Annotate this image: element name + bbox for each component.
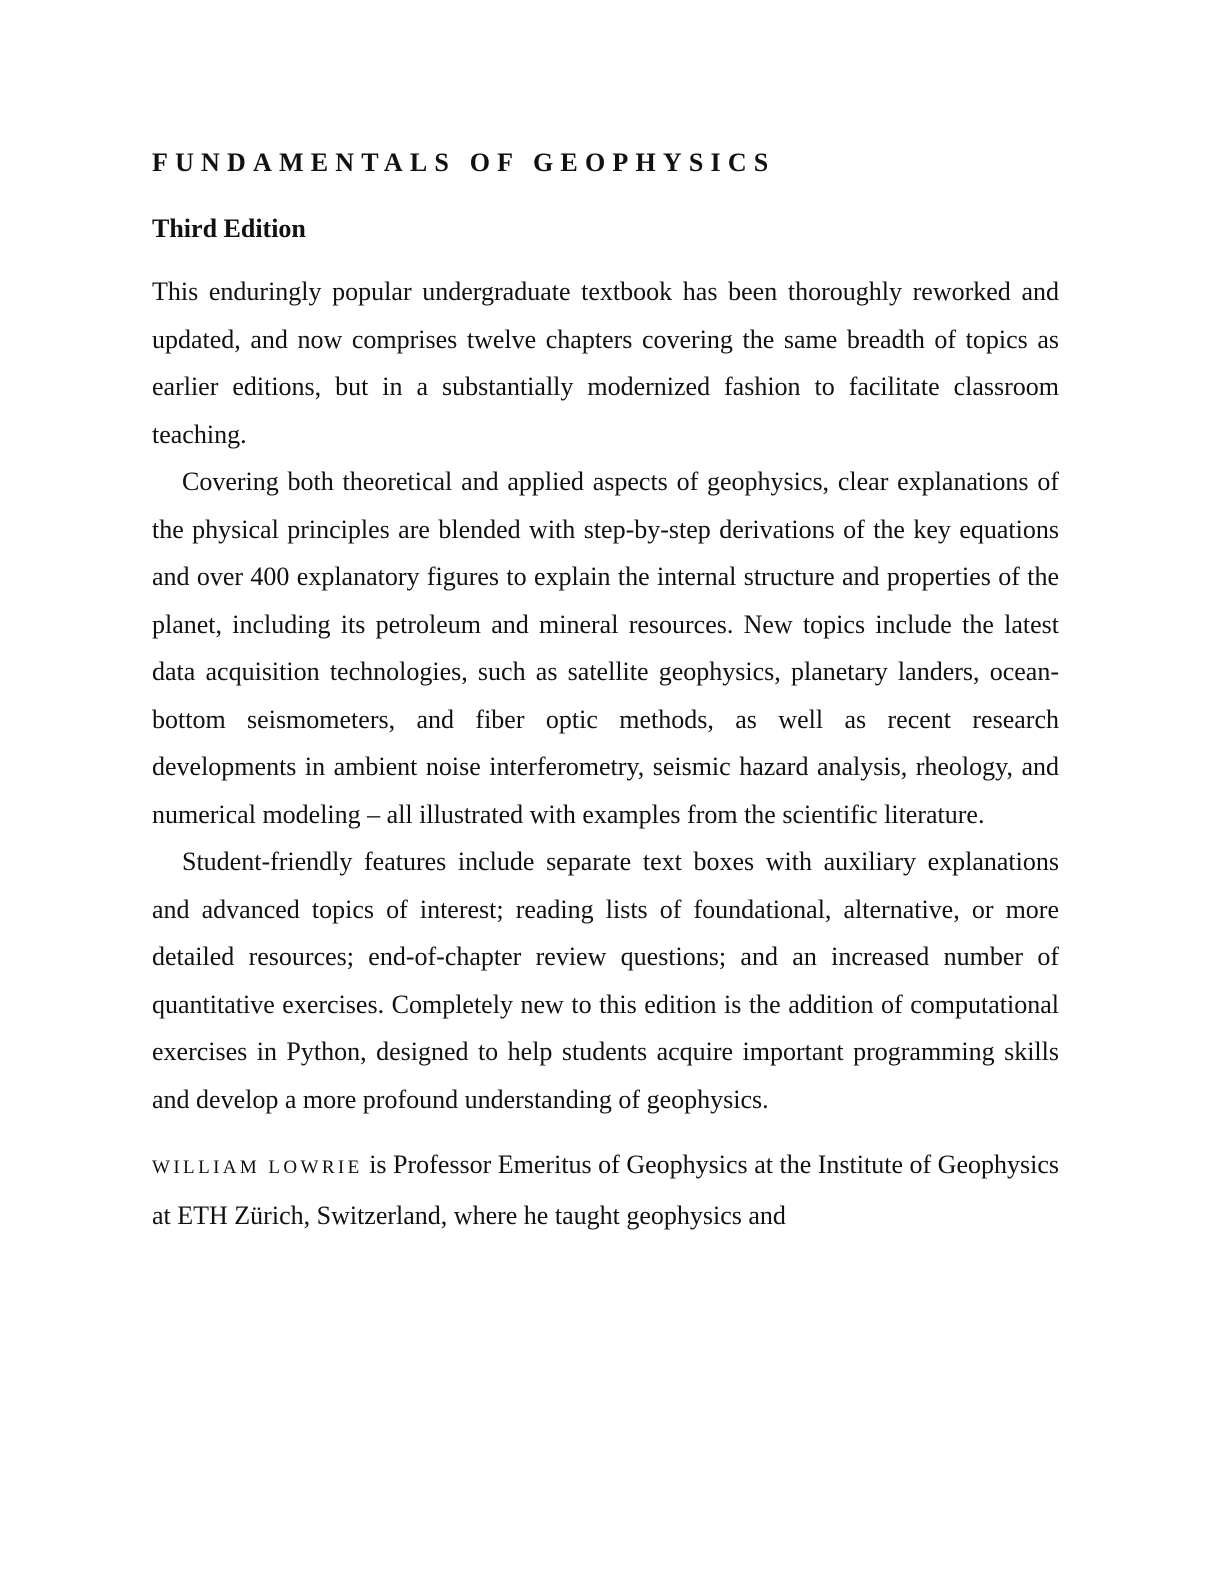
- author-name: WILLIAM LOWRIE: [152, 1157, 363, 1178]
- paragraph-intro: This enduringly popular undergraduate textbook has been thoroughly reworked and updated, and now comprises twelve chapters covering the same breadth of topics as earlier editions, but in a substantially modernized fashion to facilitate classroom teaching.: [152, 277, 1059, 449]
- paragraph-features: Student-friendly features include separate text boxes with auxiliary explanations and advanced topics of interest; reading lists of foundational, alternative, or more detailed resources; end-of-chapter review questions; and an increased number of quantitative exercises. Completely new to this edition is the addition of computational exercises in Python, designed to help students acquire important programming skills and develop a more profound understanding of geophysics.: [152, 847, 1059, 1114]
- edition-heading: Third Edition: [152, 214, 306, 243]
- book-title: FUNDAMENTALS OF GEOPHYSICS: [152, 148, 776, 177]
- paragraph-coverage: Covering both theoretical and applied aspects of geophysics, clear explanations of the physical principles are blended with step-by-step derivations of the key equations and over 400 explanatory figures to explain the internal structure and properties of the planet, including its petroleum and mineral resources. New topics include the latest data acquisition technologies, such as satellite geophysics, planetary landers, ocean-bottom seismometers, and fiber optic methods, as well as recent research developments in ambient noise interferometry, seismic hazard analysis, rheology, and numerical modeling – all illustrated with examples from the scientific literature.: [152, 467, 1059, 829]
- author-bio-paragraph: [152, 1141, 1059, 1239]
- author-bio: is Professor Emeritus of Geophysics at the Institute of Geophysics at ETH Zürich, Switzerland, where he taught geophysics and: [152, 1150, 1060, 1230]
- document-page: [152, 143, 1059, 1239]
